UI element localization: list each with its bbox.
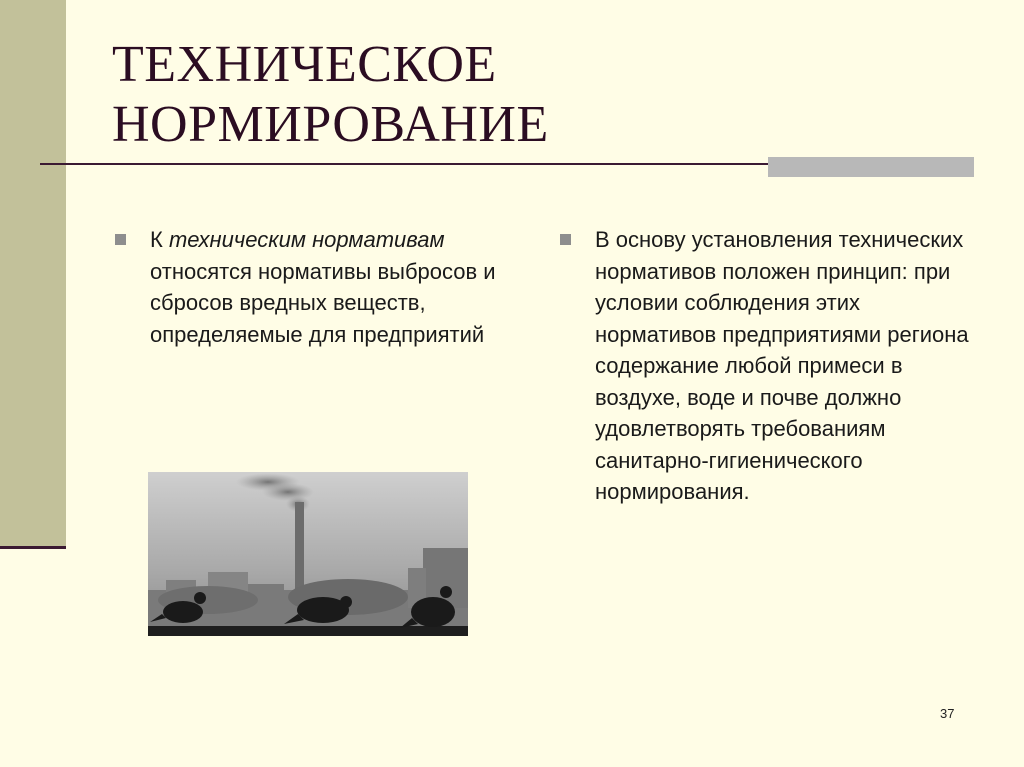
industrial-landscape-with-pigeons-icon <box>148 472 468 636</box>
bullet-item-left <box>115 224 515 350</box>
industrial-photo <box>148 472 468 636</box>
sidebar-band <box>0 0 66 549</box>
bullet-item-right <box>560 224 980 508</box>
bullet-text-right: В основу установления технических нормативов положен принцип: при условии соблюдения этих нормативов предприятиями региона содержание любой примеси в воздухе, воде и почве должно удовлетворять требованиям санитарно-гигиенического нормирования. <box>595 227 969 504</box>
bullet-rest: относятся нормативы выбросов и сбросов вредных веществ, определяемые для предприятий <box>150 258 496 347</box>
bullet-prefix: К <box>150 227 169 252</box>
slide-title <box>112 35 752 155</box>
bullet-italic-term: техническим нормативам <box>168 227 445 252</box>
square-bullet-icon <box>115 234 126 245</box>
title-line-1: ТЕХНИЧЕСКОЕ <box>112 36 497 93</box>
title-accent-bar <box>768 157 974 177</box>
left-column <box>115 224 515 350</box>
bullet-text-left <box>150 224 515 350</box>
page-number: 37 <box>940 706 955 721</box>
title-line-2: НОРМИРОВАНИЕ <box>112 96 549 153</box>
sidebar-rule <box>0 546 66 549</box>
square-bullet-icon <box>560 234 571 245</box>
right-column <box>560 224 980 508</box>
